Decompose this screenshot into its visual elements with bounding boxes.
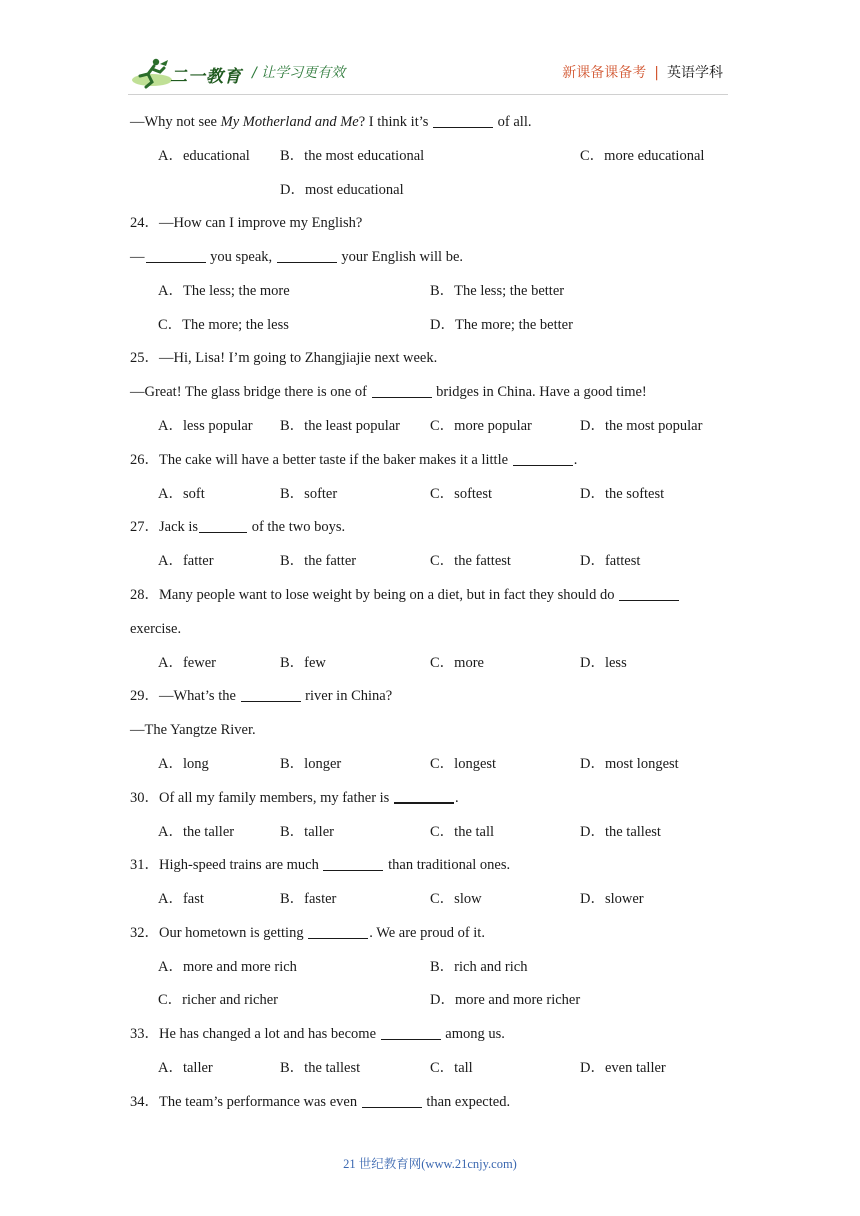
question-stem: 27．Jack is of the two boys. (130, 519, 346, 535)
option-b: B．the most educational (280, 148, 425, 164)
option-c: C．more (430, 655, 484, 671)
question-stem: 26．The cake will have a better taste if the baker makes it a little . (130, 452, 578, 468)
option-d: D．the most popular (580, 418, 703, 434)
question-stem: 30．Of all my family members, my father is . (130, 790, 459, 806)
question-line: —Great! The glass bridge there is one of bridges in China. Have a good time! (130, 384, 647, 400)
option-c: C．the tall (430, 824, 495, 840)
option-c: C．slow (430, 891, 482, 907)
question-stem: —Why not see My Motherland and Me? I think it’s of all. (130, 114, 532, 130)
option-a: A．The less; the more (158, 283, 290, 299)
option-d: D．slower (580, 891, 644, 907)
slogan: / 让学习更有效 (252, 65, 346, 81)
header-divider (128, 94, 728, 95)
question-stem: 29．—What’s the river in China? (130, 688, 393, 704)
answer-blank (394, 788, 454, 804)
option-a: A．taller (158, 1060, 213, 1076)
answer-blank (433, 113, 493, 128)
option-d: D．the tallest (580, 824, 661, 840)
option-b: B．softer (280, 486, 338, 502)
answer-blank (146, 248, 206, 263)
answer-blank (323, 856, 383, 871)
option-a: A．the taller (158, 824, 235, 840)
option-c: C．tall (430, 1060, 473, 1076)
option-d: D．more and more richer (430, 992, 581, 1008)
tag-separator: | (654, 65, 659, 81)
option-c: C．longest (430, 756, 497, 772)
option-b: B．the least popular (280, 418, 401, 434)
option-d: D．even taller (580, 1060, 666, 1076)
option-b: B．the fatter (280, 553, 357, 569)
question-answer-line: —The Yangtze River. (130, 722, 256, 738)
option-d: D．fattest (580, 553, 641, 569)
answer-blank (241, 687, 301, 702)
subject-tag: 英语学科 (667, 65, 723, 81)
option-c: C．more popular (430, 418, 532, 434)
option-a: A．less popular (158, 418, 253, 434)
film-title: My Motherland and Me (220, 114, 359, 130)
answer-blank (381, 1025, 441, 1040)
option-c: C．more educational (580, 148, 705, 164)
page-footer[interactable]: 21 世纪教育网(www.21cnjy.com) (343, 1157, 517, 1171)
question-stem: 31．High-speed trains are much than traditional ones. (130, 857, 511, 873)
option-a: A．more and more rich (158, 959, 297, 975)
exam-tag: 新课备课备考 (562, 65, 647, 81)
header-tags (562, 62, 723, 82)
question-stem: 32．Our hometown is getting . We are proud of it. (130, 925, 485, 941)
question-continuation: exercise. (130, 621, 182, 637)
answer-blank (199, 518, 247, 533)
option-b: B．longer (280, 756, 342, 772)
question-stem: 25．—Hi, Lisa! I’m going to Zhangjiajie next week. (130, 350, 438, 366)
option-b: B．taller (280, 824, 334, 840)
option-d: D．less (580, 655, 627, 671)
option-a: A．educational (158, 148, 250, 164)
answer-blank (372, 383, 432, 398)
option-b: B．the tallest (280, 1060, 361, 1076)
question-stem: 33．He has changed a lot and has become among us. (130, 1026, 505, 1042)
question-stem: 24．—How can I improve my English? (130, 215, 363, 231)
question-stem: 34．The team’s performance was even than expected. (130, 1094, 511, 1110)
option-a: A．soft (158, 486, 205, 502)
option-d: D．the softest (580, 486, 665, 502)
option-c: C．The more; the less (158, 317, 289, 333)
option-d: D．most longest (580, 756, 679, 772)
page-header (0, 0, 860, 100)
option-b: B．rich and rich (430, 959, 528, 975)
answer-blank (308, 924, 368, 939)
option-a: A．fatter (158, 553, 214, 569)
question-line: — you speak, your English will be. (130, 249, 464, 265)
answer-blank (277, 248, 337, 263)
option-c: C．richer and richer (158, 992, 278, 1008)
option-d: D．The more; the better (430, 317, 573, 333)
option-b: B．few (280, 655, 326, 671)
option-a: A．long (158, 756, 209, 772)
option-c: C．the fattest (430, 553, 511, 569)
option-b: B．faster (280, 891, 337, 907)
option-c: C．softest (430, 486, 493, 502)
option-d: D．most educational (280, 182, 404, 198)
option-b: B．The less; the better (430, 283, 565, 299)
option-a: A．fast (158, 891, 204, 907)
logo-text: 二一教育 (170, 67, 242, 87)
answer-blank (362, 1093, 422, 1108)
option-a: A．fewer (158, 655, 216, 671)
question-stem: 28．Many people want to lose weight by being on a diet, but in fact they should do (130, 585, 680, 605)
answer-blank (619, 586, 679, 601)
answer-blank (513, 451, 573, 466)
